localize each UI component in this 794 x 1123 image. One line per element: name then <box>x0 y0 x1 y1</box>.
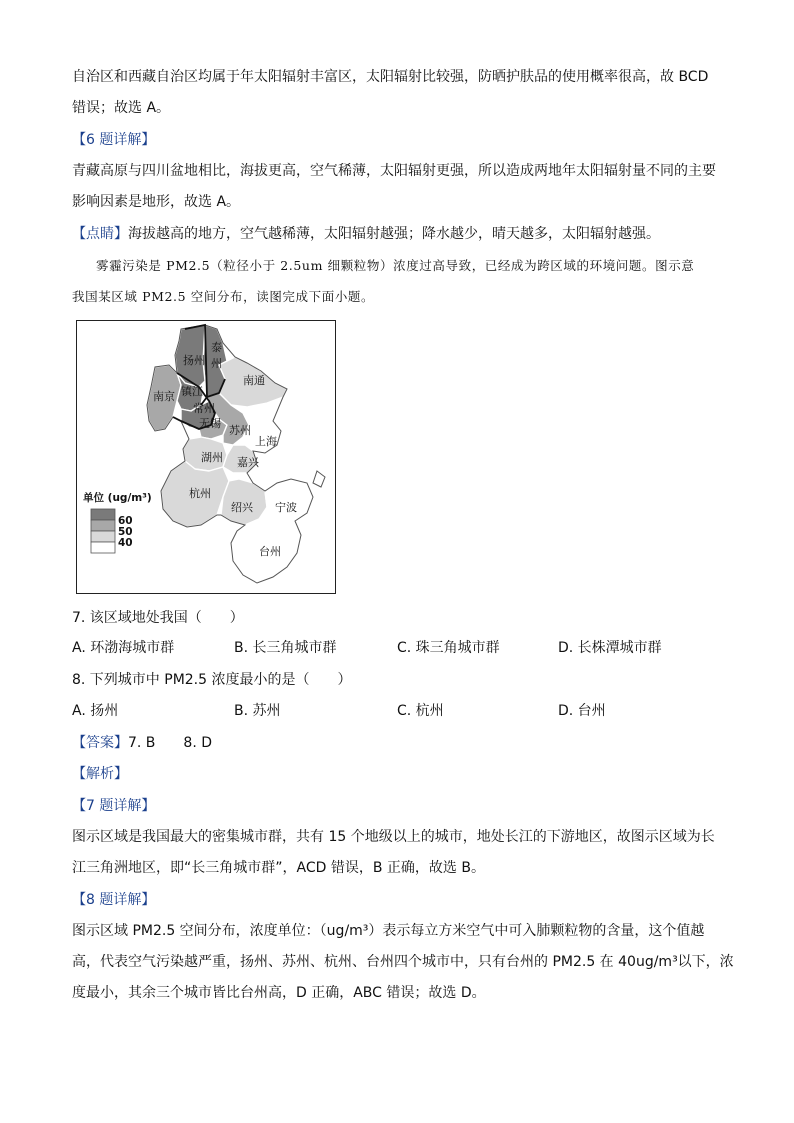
q8-option-c: C. 杭州 <box>397 703 444 719</box>
legend <box>83 491 152 553</box>
q7-detail-heading: 【7 题详解】 <box>72 798 156 814</box>
paragraph-line: 高，代表空气污染越严重，扬州、苏州、杭州、台州四个城市中，只有台州的 PM2.5 在 40ug/m³以下，浓 <box>72 954 734 970</box>
city-label-wuxi: 无锡 <box>199 417 221 430</box>
city-label-yangzhou: 扬州 <box>183 354 205 367</box>
city-label-shaoxing: 绍兴 <box>231 501 253 514</box>
city-label-taizhou-north-1: 泰 <box>211 341 222 354</box>
pm25-map-svg <box>77 321 335 593</box>
tip-label: 【点睛】 <box>72 226 128 242</box>
answer-line <box>72 733 212 753</box>
city-label-suzhou: 苏州 <box>229 424 251 437</box>
paragraph-line: 江三角洲地区，即“长三角城市群”，ACD 错误，B 正确，故选 B。 <box>72 860 485 876</box>
legend-title: 单位 (ug/m³) <box>83 492 152 504</box>
paragraph-line: 影响因素是地形，故选 A。 <box>72 194 241 210</box>
city-label-taizhou-south: 台州 <box>259 545 281 558</box>
q7-option-d: D. 长株潭城市群 <box>558 640 662 656</box>
pm25-map <box>76 320 336 594</box>
legend-value-60: 60 <box>118 515 133 527</box>
city-label-nanjing: 南京 <box>153 390 175 403</box>
city-label-shanghai: 上海 <box>255 435 277 448</box>
answer-label: 【答案】 <box>72 735 128 751</box>
paragraph-line: 青藏高原与四川盆地相比，海拔更高，空气稀薄，太阳辐射更强，所以造成两地年太阳辐射量不同的主要 <box>72 163 716 179</box>
city-label-zhenjiang: 镇江 <box>181 385 203 398</box>
q7-option-a: A. 环渤海城市群 <box>72 640 175 656</box>
city-label-hangzhou: 杭州 <box>189 487 211 500</box>
legend-value-50: 50 <box>118 526 133 538</box>
intro-line: 雾霾污染是 PM2.5（粒径小于 2.5um 细颗粒物）浓度过高导致，已经成为跨区域的环境问题。图示意 <box>96 258 695 273</box>
island-outline <box>313 471 325 487</box>
city-label-nantong: 南通 <box>243 374 265 387</box>
q7-option-b: B. 长三角城市群 <box>234 640 337 656</box>
q6-detail-heading: 【6 题详解】 <box>72 132 156 148</box>
tip-text: 海拔越高的地方，空气越稀薄，太阳辐射越强；降水越少，晴天越多，太阳辐射越强。 <box>128 226 660 242</box>
legend-swatch-40 <box>91 531 115 542</box>
city-label-taizhou-north-2: 州 <box>211 357 222 370</box>
city-label-huzhou: 湖州 <box>201 451 223 464</box>
legend-swatch-50 <box>91 520 115 531</box>
intro-line: 我国某区域 PM2.5 空间分布，读图完成下面小题。 <box>72 289 375 304</box>
q8-option-a: A. 扬州 <box>72 703 119 719</box>
answer-text: 7. B 8. D <box>128 735 212 751</box>
paragraph-line: 度最小，其余三个城市皆比台州高，D 正确，ABC 错误；故选 D。 <box>72 985 486 1001</box>
legend-value-40: 40 <box>118 537 133 549</box>
analysis-heading: 【解析】 <box>72 766 128 782</box>
q8-option-b: B. 苏州 <box>234 703 281 719</box>
q8-detail-heading: 【8 题详解】 <box>72 892 156 908</box>
tip-line <box>72 224 660 244</box>
q8-stem: 8. 下列城市中 PM2.5 浓度最小的是（ ） <box>72 672 352 688</box>
city-label-ningbo: 宁波 <box>275 501 297 514</box>
city-label-changzhou: 常州 <box>193 402 215 415</box>
city-label-jiaxing: 嘉兴 <box>237 456 259 469</box>
paragraph-line: 图示区域 PM2.5 空间分布，浓度单位：（ug/m³）表示每立方米空气中可入肺颗粒物的含量，这个值越 <box>72 923 705 939</box>
q7-stem: 7. 该区域地处我国（ ） <box>72 610 244 626</box>
paragraph-line: 图示区域是我国最大的密集城市群，共有 15 个地级以上的城市，地处长江的下游地区，故图示区域为长 <box>72 829 715 845</box>
legend-swatch-below <box>91 542 115 553</box>
paragraph-line: 错误；故选 A。 <box>72 100 171 116</box>
legend-swatch-60 <box>91 509 115 520</box>
paragraph-line: 自治区和西藏自治区均属于年太阳辐射丰富区，太阳辐射比较强，防晒护肤品的使用概率很高，故 BCD <box>72 69 709 85</box>
q7-option-c: C. 珠三角城市群 <box>397 640 500 656</box>
q8-option-d: D. 台州 <box>558 703 606 719</box>
